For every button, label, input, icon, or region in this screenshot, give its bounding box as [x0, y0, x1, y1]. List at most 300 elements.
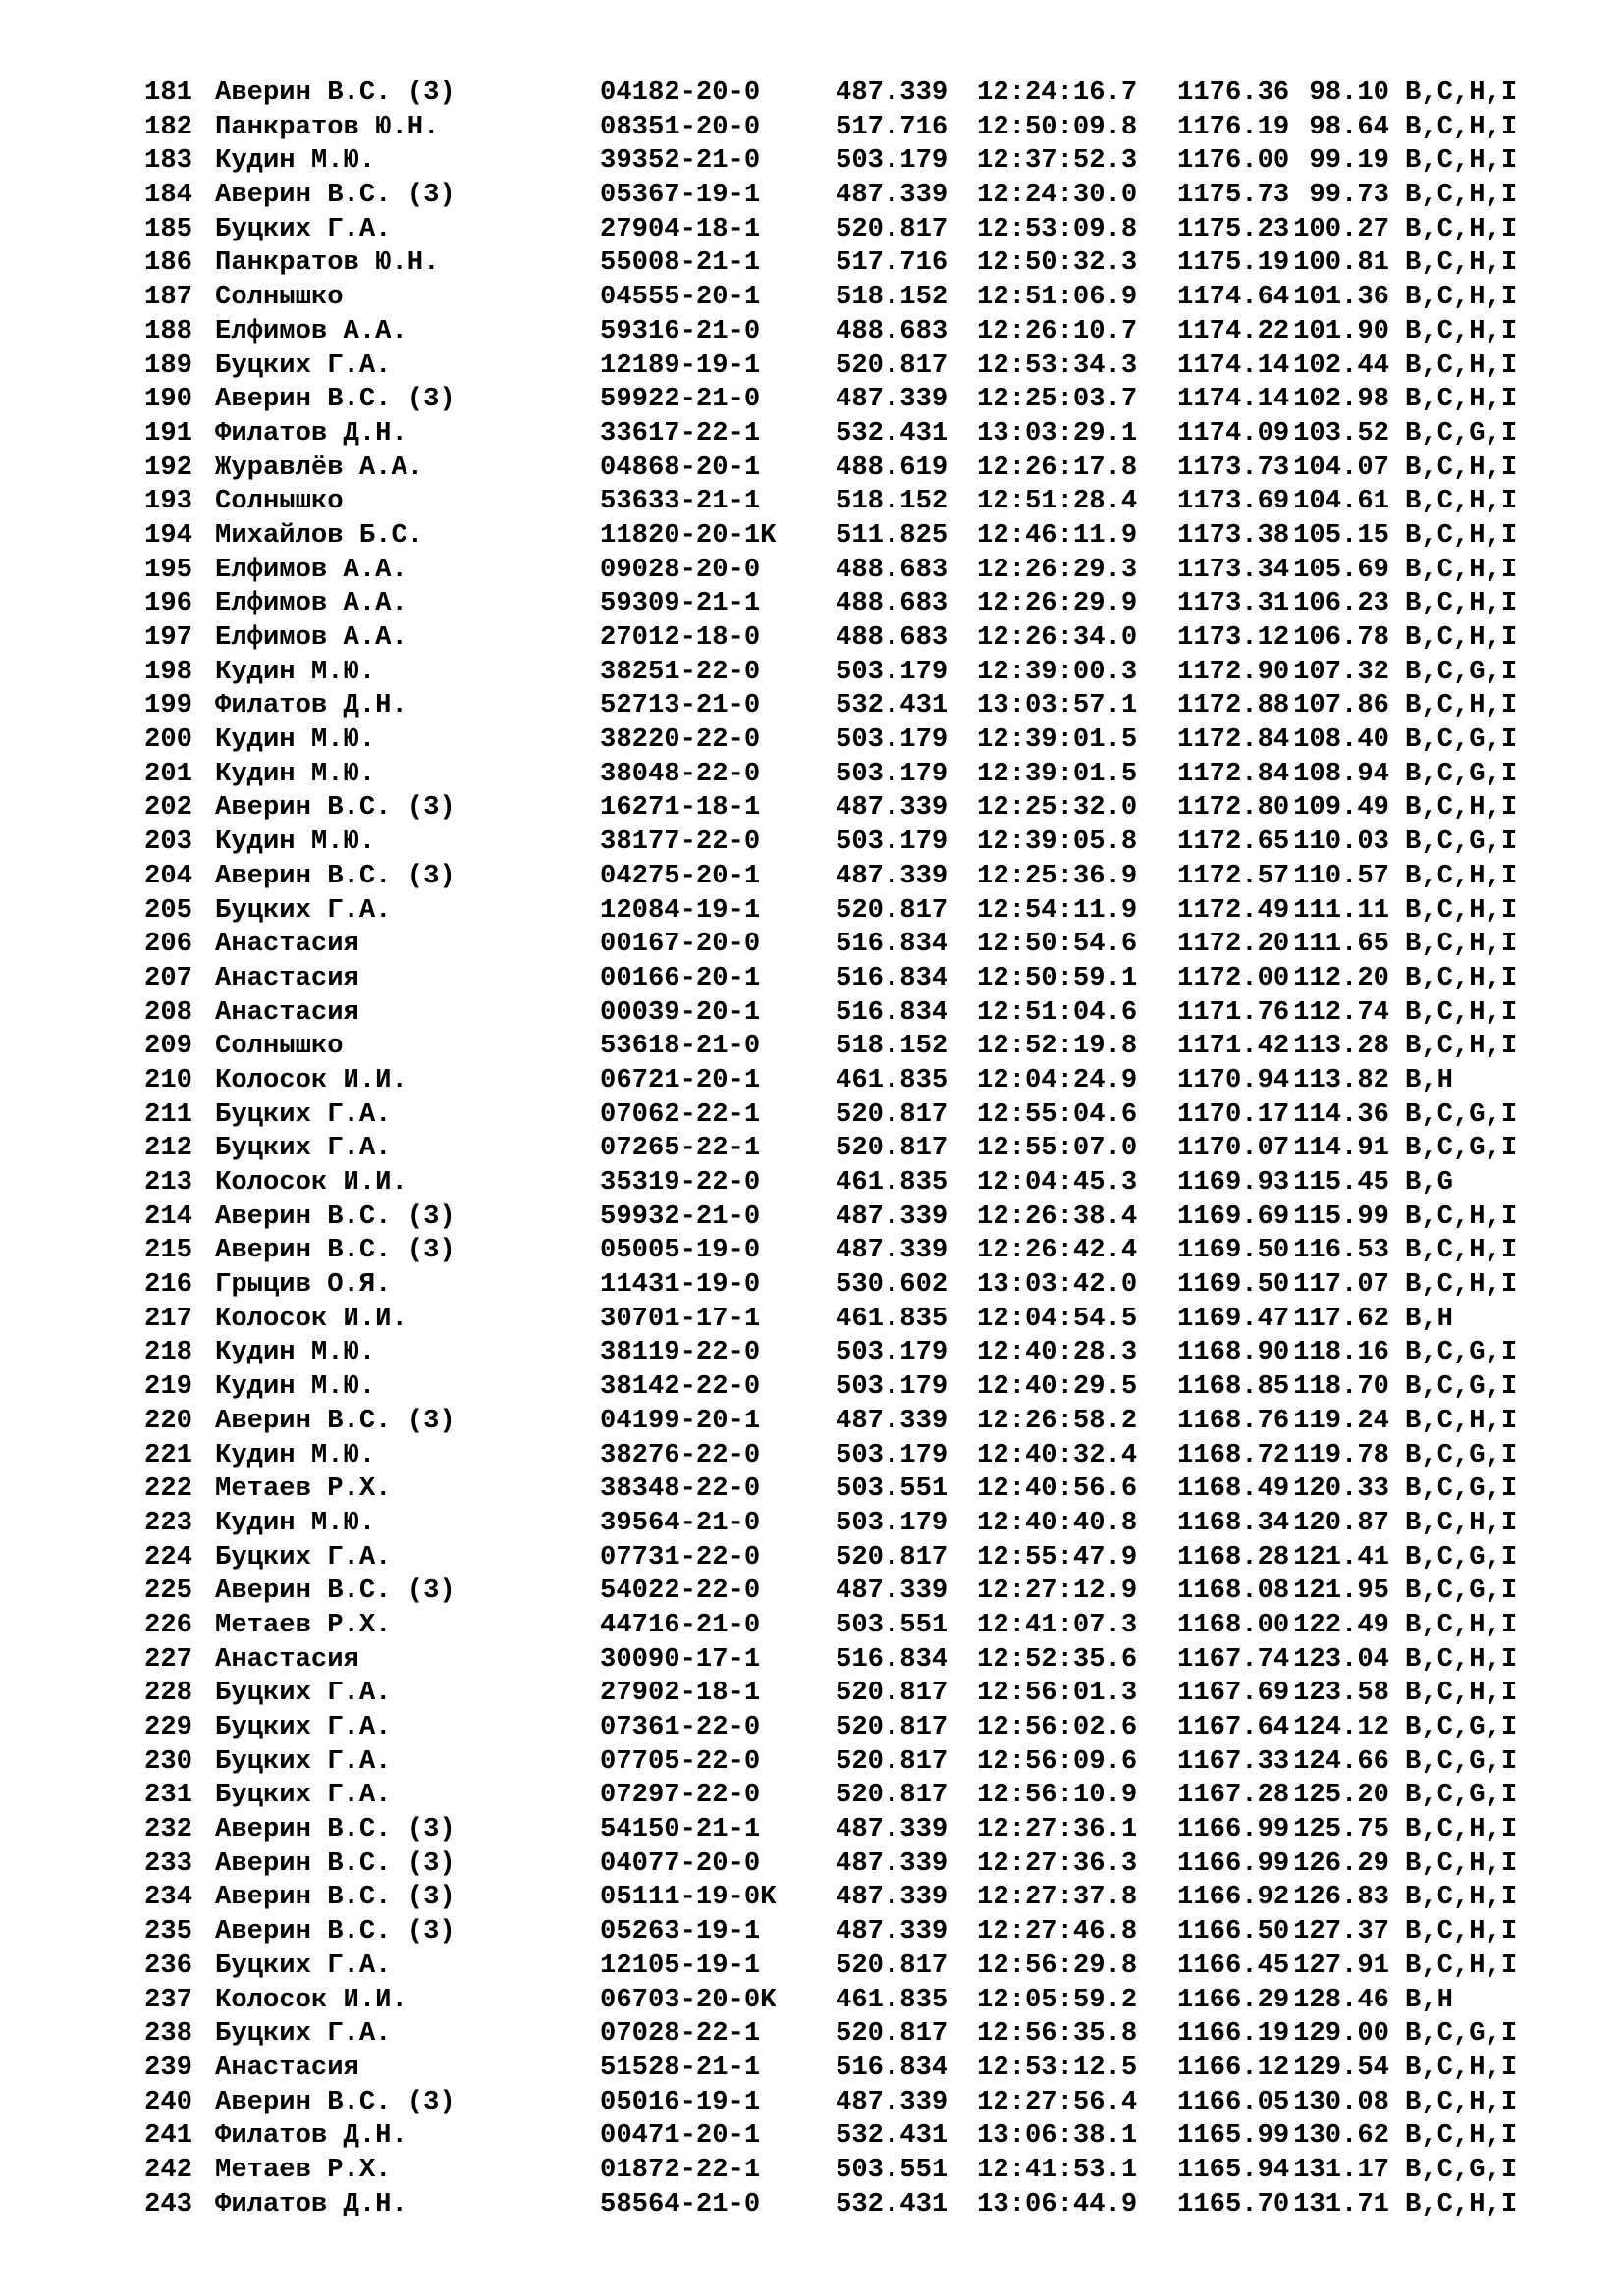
place-number: 199: [144, 690, 192, 721]
distance-km: 487.339: [836, 2086, 948, 2117]
ring-number: 05005-19-0: [600, 1235, 761, 1266]
ring-number: 04275-20-1: [600, 860, 761, 891]
distance-km: 461.835: [836, 1064, 948, 1095]
participant-name: Аверин В.С. (3): [215, 1882, 456, 1913]
participant-name: Буцких Г.А.: [215, 1098, 392, 1130]
distance-km: 487.339: [836, 1575, 948, 1607]
distance-km: 520.817: [836, 1949, 948, 1981]
category-tags: B,C,G,I: [1405, 2154, 1518, 2185]
points-value: 112.20: [1293, 962, 1389, 993]
speed-value: 1173.12: [1177, 622, 1290, 653]
category-tags: B,C,H,I: [1405, 588, 1518, 619]
participant-name: Аверин В.С. (3): [215, 1235, 456, 1266]
place-number: 216: [144, 1269, 192, 1301]
participant-name: Метаев Р.Х.: [215, 1609, 392, 1640]
table-row: [144, 1847, 1597, 1882]
arrival-time: 12:46:11.9: [977, 519, 1138, 551]
participant-name: Кудин М.Ю.: [215, 758, 376, 789]
ring-number: 04868-20-1: [600, 452, 761, 483]
arrival-time: 12:56:29.8: [977, 1949, 1138, 1981]
points-value: 120.87: [1293, 1507, 1389, 1538]
points-value: 130.62: [1293, 2120, 1389, 2152]
distance-km: 488.683: [836, 622, 948, 653]
speed-value: 1168.08: [1177, 1575, 1290, 1607]
distance-km: 516.834: [836, 962, 948, 993]
participant-name: Буцких Г.А.: [215, 1949, 392, 1981]
category-tags: B,C,H,I: [1405, 1882, 1518, 1913]
participant-name: Елфимов А.А.: [215, 622, 407, 653]
table-row: [144, 1541, 1597, 1575]
table-row: [144, 860, 1597, 894]
distance-km: 503.179: [836, 827, 948, 858]
arrival-time: 12:26:29.3: [977, 554, 1138, 585]
arrival-time: 12:55:47.9: [977, 1541, 1138, 1573]
arrival-time: 12:53:34.3: [977, 349, 1138, 381]
table-row: [144, 723, 1597, 758]
arrival-time: 12:40:29.5: [977, 1371, 1138, 1403]
participant-name: Анастасия: [215, 929, 359, 960]
ring-number: 04199-20-1: [600, 1405, 761, 1436]
place-number: 240: [144, 2086, 192, 2117]
participant-name: Аверин В.С. (3): [215, 384, 456, 415]
speed-value: 1171.76: [1177, 996, 1290, 1028]
speed-value: 1171.42: [1177, 1031, 1290, 1062]
table-row: [144, 1268, 1597, 1303]
points-value: 105.69: [1293, 554, 1389, 585]
participant-name: Елфимов А.А.: [215, 554, 407, 585]
points-value: 106.23: [1293, 588, 1389, 619]
category-tags: B,C,H,I: [1405, 180, 1518, 211]
table-row: [144, 689, 1597, 723]
points-value: 99.73: [1309, 180, 1389, 211]
category-tags: B,C,H,I: [1405, 2052, 1518, 2083]
ring-number: 38220-22-0: [600, 724, 761, 756]
place-number: 239: [144, 2052, 192, 2083]
table-row: [144, 1303, 1597, 1337]
participant-name: Аверин В.С. (3): [215, 1916, 456, 1948]
participant-name: Кудин М.Ю.: [215, 145, 376, 177]
category-tags: B,C,G,I: [1405, 1337, 1518, 1368]
category-tags: B,C,G,I: [1405, 1133, 1518, 1164]
points-value: 127.91: [1293, 1949, 1389, 1981]
arrival-time: 12:27:36.1: [977, 1814, 1138, 1845]
participant-name: Метаев Р.Х.: [215, 1473, 392, 1505]
distance-km: 520.817: [836, 1780, 948, 1811]
distance-km: 503.551: [836, 2154, 948, 2185]
points-value: 101.90: [1293, 315, 1389, 347]
category-tags: B,G: [1405, 1167, 1453, 1198]
ring-number: 53633-21-1: [600, 486, 761, 517]
participant-name: Филатов Д.Н.: [215, 2120, 407, 2152]
arrival-time: 12:56:09.6: [977, 1745, 1138, 1777]
participant-name: Колосок И.И.: [215, 1303, 407, 1334]
distance-km: 487.339: [836, 1916, 948, 1948]
place-number: 211: [144, 1098, 192, 1130]
arrival-time: 12:05:59.2: [977, 1984, 1138, 2015]
points-value: 123.58: [1293, 1678, 1389, 1709]
category-tags: B,H: [1405, 1064, 1453, 1095]
ring-number: 38276-22-0: [600, 1439, 761, 1470]
place-number: 224: [144, 1541, 192, 1573]
distance-km: 461.835: [836, 1984, 948, 2015]
participant-name: Панкратов Ю.Н.: [215, 111, 440, 142]
place-number: 237: [144, 1984, 192, 2015]
category-tags: B,C,H,I: [1405, 1235, 1518, 1266]
points-value: 98.64: [1309, 111, 1389, 142]
participant-name: Солнышко: [215, 486, 344, 517]
place-number: 195: [144, 554, 192, 585]
category-tags: B,C,G,I: [1405, 1098, 1518, 1130]
ring-number: 08351-20-0: [600, 111, 761, 142]
distance-km: 516.834: [836, 1643, 948, 1675]
arrival-time: 12:26:29.9: [977, 588, 1138, 619]
arrival-time: 13:03:29.1: [977, 417, 1138, 449]
table-row: [144, 826, 1597, 860]
place-number: 218: [144, 1337, 192, 1368]
table-row: [144, 1507, 1597, 1541]
distance-km: 503.179: [836, 724, 948, 756]
speed-value: 1175.23: [1177, 213, 1290, 244]
place-number: 225: [144, 1575, 192, 1607]
table-row: [144, 1949, 1597, 1984]
ring-number: 00167-20-0: [600, 929, 761, 960]
place-number: 181: [144, 78, 192, 108]
distance-km: 517.716: [836, 111, 948, 142]
category-tags: B,C,H,I: [1405, 145, 1518, 177]
participant-name: Михайлов Б.С.: [215, 519, 424, 551]
distance-km: 503.551: [836, 1473, 948, 1505]
category-tags: B,C,H,I: [1405, 519, 1518, 551]
ring-number: 59316-21-0: [600, 315, 761, 347]
arrival-time: 12:25:36.9: [977, 860, 1138, 891]
ring-number: 38177-22-0: [600, 827, 761, 858]
participant-name: Филатов Д.Н.: [215, 417, 407, 449]
place-number: 198: [144, 656, 192, 687]
distance-km: 520.817: [836, 894, 948, 926]
category-tags: B,C,H,I: [1405, 690, 1518, 721]
distance-km: 516.834: [836, 996, 948, 1028]
category-tags: B,C,H,I: [1405, 486, 1518, 517]
place-number: 219: [144, 1371, 192, 1403]
speed-value: 1170.17: [1177, 1098, 1290, 1130]
points-value: 111.11: [1293, 894, 1389, 926]
arrival-time: 12:50:09.8: [977, 111, 1138, 142]
ring-number: 55008-21-1: [600, 247, 761, 279]
place-number: 206: [144, 929, 192, 960]
arrival-time: 12:27:37.8: [977, 1882, 1138, 1913]
participant-name: Буцких Г.А.: [215, 2018, 392, 2050]
points-value: 100.27: [1293, 213, 1389, 244]
speed-value: 1166.19: [1177, 2018, 1290, 2050]
place-number: 193: [144, 486, 192, 517]
participant-name: Анастасия: [215, 1643, 359, 1675]
participant-name: Буцких Г.А.: [215, 213, 392, 244]
speed-value: 1167.74: [1177, 1643, 1290, 1675]
participant-name: Аверин В.С. (3): [215, 792, 456, 824]
category-tags: B,C,H,I: [1405, 1847, 1518, 1879]
arrival-time: 12:55:07.0: [977, 1133, 1138, 1164]
place-number: 204: [144, 860, 192, 891]
arrival-time: 12:26:58.2: [977, 1405, 1138, 1436]
distance-km: 487.339: [836, 1847, 948, 1879]
distance-km: 488.683: [836, 588, 948, 619]
participant-name: Аверин В.С. (3): [215, 1575, 456, 1607]
points-value: 118.16: [1293, 1337, 1389, 1368]
arrival-time: 12:51:28.4: [977, 486, 1138, 517]
points-value: 117.07: [1293, 1269, 1389, 1301]
category-tags: B,C,H,I: [1405, 78, 1518, 108]
speed-value: 1172.88: [1177, 690, 1290, 721]
place-number: 188: [144, 315, 192, 347]
distance-km: 487.339: [836, 180, 948, 211]
category-tags: B,H: [1405, 1303, 1453, 1334]
arrival-time: 12:26:17.8: [977, 452, 1138, 483]
place-number: 194: [144, 519, 192, 551]
points-value: 108.40: [1293, 724, 1389, 756]
distance-km: 532.431: [836, 690, 948, 721]
speed-value: 1174.22: [1177, 315, 1290, 347]
place-number: 243: [144, 2188, 192, 2219]
place-number: 227: [144, 1643, 192, 1675]
table-row: [144, 656, 1597, 690]
category-tags: B,C,G,I: [1405, 656, 1518, 687]
ring-number: 07297-22-0: [600, 1780, 761, 1811]
table-row: [144, 1098, 1597, 1133]
place-number: 231: [144, 1780, 192, 1811]
arrival-time: 12:51:06.9: [977, 282, 1138, 313]
distance-km: 487.339: [836, 384, 948, 415]
ring-number: 05263-19-1: [600, 1916, 761, 1948]
ring-number: 05367-19-1: [600, 180, 761, 211]
arrival-time: 12:26:38.4: [977, 1201, 1138, 1232]
speed-value: 1167.69: [1177, 1678, 1290, 1709]
category-tags: B,C,H,I: [1405, 452, 1518, 483]
speed-value: 1173.73: [1177, 452, 1290, 483]
participant-name: Буцких Г.А.: [215, 1133, 392, 1164]
category-tags: B,C,G,I: [1405, 1541, 1518, 1573]
speed-value: 1168.00: [1177, 1609, 1290, 1640]
place-number: 222: [144, 1473, 192, 1505]
speed-value: 1172.84: [1177, 758, 1290, 789]
arrival-time: 12:50:54.6: [977, 929, 1138, 960]
place-number: 196: [144, 588, 192, 619]
category-tags: B,C,H,I: [1405, 2086, 1518, 2117]
table-row: [144, 1201, 1597, 1235]
participant-name: Елфимов А.А.: [215, 315, 407, 347]
category-tags: B,C,G,I: [1405, 827, 1518, 858]
distance-km: 503.179: [836, 656, 948, 687]
category-tags: B,C,H,I: [1405, 349, 1518, 381]
points-value: 99.19: [1309, 145, 1389, 177]
points-value: 100.81: [1293, 247, 1389, 279]
distance-km: 487.339: [836, 1235, 948, 1266]
points-value: 114.36: [1293, 1098, 1389, 1130]
place-number: 203: [144, 827, 192, 858]
category-tags: B,C,G,I: [1405, 724, 1518, 756]
arrival-time: 12:53:12.5: [977, 2052, 1138, 2083]
speed-value: 1169.93: [1177, 1167, 1290, 1198]
participant-name: Буцких Г.А.: [215, 1780, 392, 1811]
arrival-time: 12:27:12.9: [977, 1575, 1138, 1607]
participant-name: Анастасия: [215, 2052, 359, 2083]
distance-km: 487.339: [836, 78, 948, 108]
category-tags: B,C,H,I: [1405, 247, 1518, 279]
speed-value: 1166.92: [1177, 1882, 1290, 1913]
points-value: 107.86: [1293, 690, 1389, 721]
table-row: [144, 1677, 1597, 1711]
speed-value: 1168.85: [1177, 1371, 1290, 1403]
category-tags: B,C,G,I: [1405, 758, 1518, 789]
ring-number: 38251-22-0: [600, 656, 761, 687]
table-row: [144, 928, 1597, 962]
place-number: 234: [144, 1882, 192, 1913]
speed-value: 1168.90: [1177, 1337, 1290, 1368]
ring-number: 07265-22-1: [600, 1133, 761, 1164]
points-value: 118.70: [1293, 1371, 1389, 1403]
arrival-time: 12:56:10.9: [977, 1780, 1138, 1811]
arrival-time: 12:40:40.8: [977, 1507, 1138, 1538]
ring-number: 39564-21-0: [600, 1507, 761, 1538]
distance-km: 503.179: [836, 758, 948, 789]
table-row: [144, 587, 1597, 621]
ring-number: 35319-22-0: [600, 1167, 761, 1198]
distance-km: 461.835: [836, 1303, 948, 1334]
speed-value: 1174.14: [1177, 349, 1290, 381]
speed-value: 1166.05: [1177, 2086, 1290, 2117]
points-value: 129.00: [1293, 2018, 1389, 2050]
distance-km: 532.431: [836, 2188, 948, 2219]
participant-name: Кудин М.Ю.: [215, 724, 376, 756]
points-value: 111.65: [1293, 929, 1389, 960]
ring-number: 27904-18-1: [600, 213, 761, 244]
speed-value: 1168.34: [1177, 1507, 1290, 1538]
points-value: 127.37: [1293, 1916, 1389, 1948]
participant-name: Аверин В.С. (3): [215, 1405, 456, 1436]
category-tags: B,C,H,I: [1405, 554, 1518, 585]
participant-name: Буцких Г.А.: [215, 1678, 392, 1709]
place-number: 229: [144, 1712, 192, 1742]
distance-km: 503.179: [836, 145, 948, 177]
speed-value: 1166.29: [1177, 1984, 1290, 2015]
category-tags: B,C,H,I: [1405, 1031, 1518, 1062]
distance-km: 532.431: [836, 2120, 948, 2152]
points-value: 129.54: [1293, 2052, 1389, 2083]
arrival-time: 12:56:35.8: [977, 2018, 1138, 2050]
place-number: 232: [144, 1814, 192, 1845]
ring-number: 27902-18-1: [600, 1678, 761, 1709]
ring-number: 07062-22-1: [600, 1098, 761, 1130]
distance-km: 520.817: [836, 213, 948, 244]
speed-value: 1168.28: [1177, 1541, 1290, 1573]
ring-number: 38142-22-0: [600, 1371, 761, 1403]
distance-km: 503.179: [836, 1507, 948, 1538]
ring-number: 07705-22-0: [600, 1745, 761, 1777]
points-value: 105.15: [1293, 519, 1389, 551]
points-value: 130.08: [1293, 2086, 1389, 2117]
table-row: [144, 621, 1597, 656]
category-tags: B,C,G,I: [1405, 1371, 1518, 1403]
speed-value: 1172.65: [1177, 827, 1290, 858]
speed-value: 1175.73: [1177, 180, 1290, 211]
speed-value: 1174.14: [1177, 384, 1290, 415]
ring-number: 12084-19-1: [600, 894, 761, 926]
points-value: 122.49: [1293, 1609, 1389, 1640]
participant-name: Колосок И.И.: [215, 1064, 407, 1095]
arrival-time: 12:50:59.1: [977, 962, 1138, 993]
ring-number: 59309-21-1: [600, 588, 761, 619]
arrival-time: 12:54:11.9: [977, 894, 1138, 926]
distance-km: 503.179: [836, 1337, 948, 1368]
points-value: 125.20: [1293, 1780, 1389, 1811]
category-tags: B,C,G,I: [1405, 1439, 1518, 1470]
speed-value: 1176.19: [1177, 111, 1290, 142]
distance-km: 520.817: [836, 1712, 948, 1742]
category-tags: B,C,H,I: [1405, 792, 1518, 824]
speed-value: 1169.50: [1177, 1235, 1290, 1266]
speed-value: 1167.33: [1177, 1745, 1290, 1777]
points-value: 102.98: [1293, 384, 1389, 415]
place-number: 192: [144, 452, 192, 483]
points-value: 124.12: [1293, 1712, 1389, 1742]
place-number: 191: [144, 417, 192, 449]
place-number: 220: [144, 1405, 192, 1436]
speed-value: 1169.50: [1177, 1269, 1290, 1301]
arrival-time: 12:25:32.0: [977, 792, 1138, 824]
table-row: [144, 791, 1597, 826]
speed-value: 1168.76: [1177, 1405, 1290, 1436]
table-row: [144, 1643, 1597, 1678]
place-number: 207: [144, 962, 192, 993]
distance-km: 503.179: [836, 1439, 948, 1470]
place-number: 205: [144, 894, 192, 926]
place-number: 241: [144, 2120, 192, 2152]
table-row: [144, 1711, 1597, 1745]
arrival-time: 12:27:36.3: [977, 1847, 1138, 1879]
points-value: 107.32: [1293, 656, 1389, 687]
arrival-time: 12:04:45.3: [977, 1167, 1138, 1198]
participant-name: Журавлёв А.А.: [215, 452, 424, 483]
table-row: [144, 77, 1597, 111]
points-value: 104.61: [1293, 486, 1389, 517]
participant-name: Буцких Г.А.: [215, 894, 392, 926]
ring-number: 07028-22-1: [600, 2018, 761, 2050]
category-tags: B,C,G,I: [1405, 1575, 1518, 1607]
distance-km: 487.339: [836, 1201, 948, 1232]
ring-number: 59922-21-0: [600, 384, 761, 415]
arrival-time: 13:03:57.1: [977, 690, 1138, 721]
speed-value: 1173.69: [1177, 486, 1290, 517]
ring-number: 06721-20-1: [600, 1064, 761, 1095]
table-row: [144, 1439, 1597, 1473]
distance-km: 487.339: [836, 792, 948, 824]
place-number: 189: [144, 349, 192, 381]
category-tags: B,C,H,I: [1405, 860, 1518, 891]
ring-number: 51528-21-1: [600, 2052, 761, 2083]
arrival-time: 12:39:01.5: [977, 758, 1138, 789]
speed-value: 1173.31: [1177, 588, 1290, 619]
category-tags: B,C,G,I: [1405, 1745, 1518, 1777]
points-value: 126.83: [1293, 1882, 1389, 1913]
speed-value: 1165.99: [1177, 2120, 1290, 2152]
ring-number: 38048-22-0: [600, 758, 761, 789]
points-value: 126.29: [1293, 1847, 1389, 1879]
category-tags: B,C,G,I: [1405, 1780, 1518, 1811]
ring-number: 11431-19-0: [600, 1269, 761, 1301]
points-value: 110.03: [1293, 827, 1389, 858]
category-tags: B,C,H,I: [1405, 929, 1518, 960]
participant-name: Аверин В.С. (3): [215, 1201, 456, 1232]
ring-number: 54022-22-0: [600, 1575, 761, 1607]
